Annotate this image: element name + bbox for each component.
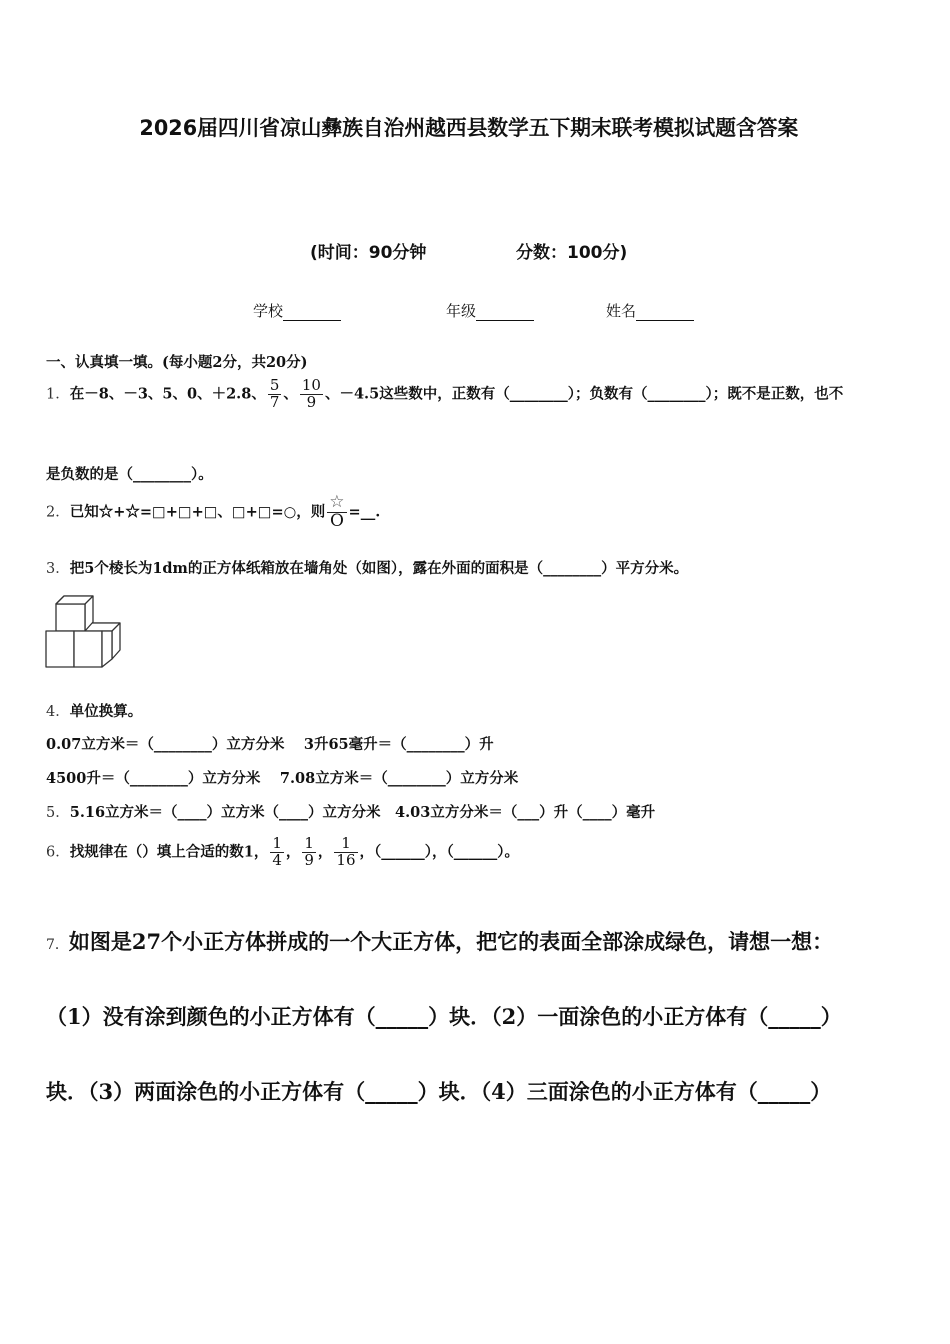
numerator: 1 — [272, 834, 282, 852]
numerator: 1 — [304, 834, 314, 852]
circle-icon: O — [329, 510, 344, 531]
bottom-cube-side — [102, 631, 112, 667]
exam-score: 分数：100分) — [516, 243, 628, 263]
q7-line-1: 如图是27个小正方体拼成的一个大正方体，把它的表面全部涂成绿色，请想一想： — [68, 929, 834, 954]
separator: 、 — [283, 385, 298, 403]
fraction — [268, 378, 282, 411]
question-number: 6． — [46, 844, 70, 861]
top-cube-front — [56, 604, 85, 631]
question-4 — [46, 700, 142, 721]
separator: ， — [317, 843, 333, 861]
denominator: 9 — [306, 392, 317, 411]
q6-text-pre: 找规律在（）填上合适的数1， — [69, 843, 269, 861]
question-number: 5． — [46, 805, 70, 821]
star-icon: ☆ — [329, 492, 345, 512]
question-3 — [46, 557, 688, 578]
denominator: 9 — [304, 850, 314, 869]
q2-tail: =__. — [348, 503, 381, 521]
bottom-cube-middle — [74, 631, 102, 667]
denominator: 7 — [269, 392, 280, 411]
denominator: 4 — [272, 850, 282, 869]
grade-label: 年级 — [446, 302, 477, 320]
school-blank[interactable] — [283, 302, 341, 321]
q6-text-post: ，（______），（______）。 — [359, 843, 520, 861]
question-number: 3． — [46, 561, 70, 577]
name-blank[interactable] — [636, 302, 694, 321]
school-label: 学校 — [253, 302, 284, 320]
question-number: 7． — [46, 937, 69, 953]
question-number: 2． — [46, 504, 70, 521]
q1-text-pre: 在－8、－3、5、0、＋2.8、 — [69, 385, 266, 403]
q1-text-post: 、－4.5这些数中，正数有（________）；负数有（________）；既不是正数，也不 — [324, 385, 844, 403]
denominator: 16 — [336, 850, 356, 869]
fraction — [270, 836, 284, 869]
grade-field — [446, 300, 534, 321]
star-over-circle-fraction — [327, 494, 346, 531]
question-1 — [46, 378, 843, 411]
q3-text: 把5个棱长为1dm的正方体纸箱放在墙角处（如图），露在外面的面积是（________）平方分米。 — [69, 560, 689, 577]
fraction — [300, 378, 323, 411]
question-1-continued: 是负数的是（________）。 — [46, 466, 213, 483]
name-label: 姓名 — [606, 302, 637, 320]
numerator: 5 — [269, 376, 280, 394]
question-number: 1． — [46, 386, 70, 403]
q4-row-2: 4500升＝（________）立方分米 7.08立方米＝（________）立方分米 — [46, 770, 519, 787]
question-5 — [46, 801, 655, 822]
exam-time: (时间：90分钟 — [310, 243, 427, 263]
stacked-cubes-figure — [44, 594, 124, 670]
school-field — [253, 300, 341, 321]
q5-text: 5.16立方米＝（____）立方米（____）立方分米 4.03立方分米＝（___）升（____）毫升 — [69, 804, 656, 821]
document-title: 2026届四川省凉山彝族自治州越西县数学五下期末联考模拟试题含答案 — [139, 116, 799, 140]
q2-text: 已知☆+☆=□+□+□、□+□=○，则 — [69, 503, 326, 521]
grade-blank[interactable] — [476, 302, 534, 321]
separator: ， — [285, 843, 301, 861]
section-heading: 一、认真填一填。(每小题2分，共20分) — [46, 354, 308, 371]
numerator: 10 — [301, 376, 321, 394]
fraction — [302, 836, 316, 869]
bottom-cube-left — [46, 631, 74, 667]
numerator: 1 — [334, 836, 357, 853]
q7-line-2: （1）没有涂到颜色的小正方体有（_____）块．（2）一面涂色的小正方体有（_____） — [46, 1004, 842, 1029]
fraction — [334, 836, 357, 869]
q7-line-3: 块．（3）两面涂色的小正方体有（_____）块．（4）三面涂色的小正方体有（_____） — [46, 1079, 832, 1104]
question-6 — [46, 836, 519, 869]
q4-text: 单位换算。 — [69, 703, 143, 720]
name-field — [606, 300, 694, 321]
question-2 — [46, 494, 380, 531]
question-number: 4． — [46, 704, 70, 720]
q4-row-1: 0.07立方米＝（________）立方分米 3升65毫升＝（________）升 — [46, 736, 494, 753]
question-7 — [46, 926, 833, 956]
